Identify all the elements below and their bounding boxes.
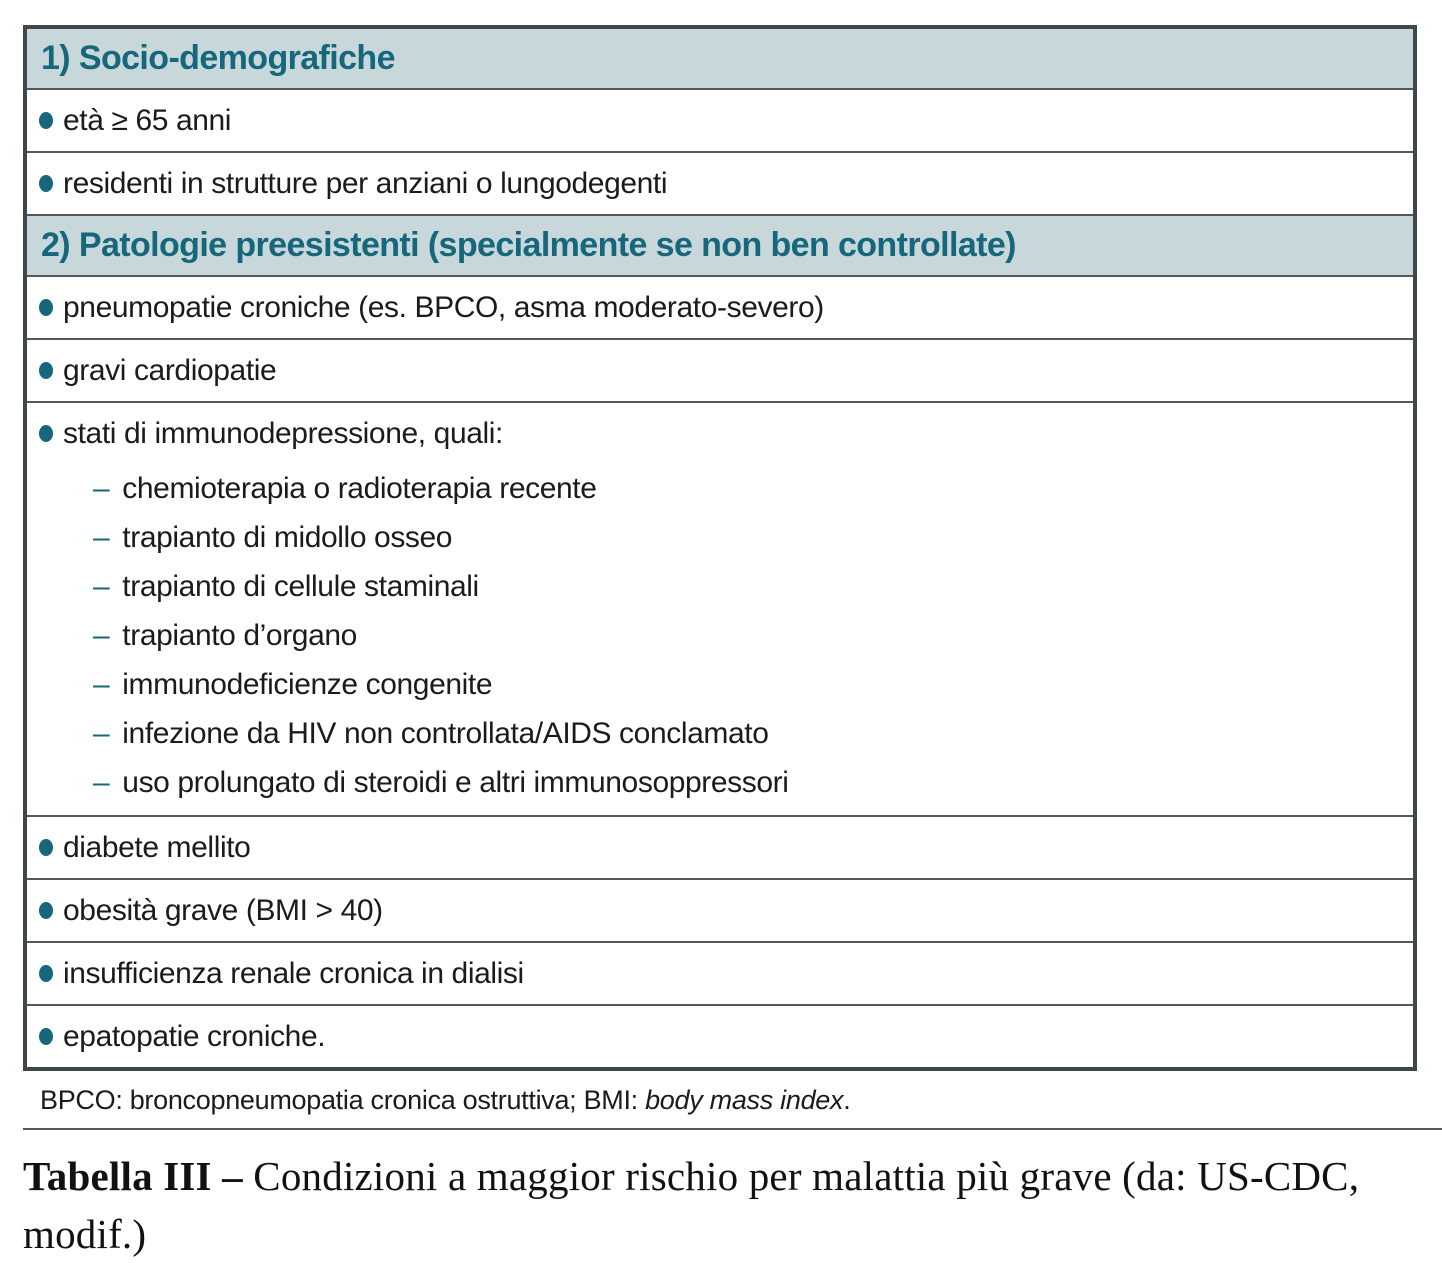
dash-icon: – [93,717,110,750]
table-row [27,1004,1413,1067]
sub-item [93,758,1397,807]
table-row [27,941,1413,1004]
sub-item [93,464,1397,513]
row-main-line [39,340,1397,401]
table-row [27,151,1413,214]
sub-item-text: trapianto di cellule staminali [122,570,479,603]
table-row [27,878,1413,941]
table-caption [23,1147,1438,1263]
section-header-row [27,214,1413,275]
section-header-label: 2) Patologie preesistenti (specialmente se non ben controllate) [41,226,1016,264]
table-row [27,88,1413,151]
bullet-icon [39,175,53,192]
sub-item-text: chemioterapia o radioterapia recente [122,472,597,505]
row-text: diabete mellito [63,830,251,864]
risk-table [23,25,1417,1071]
section-header-row [27,29,1413,88]
dash-icon: – [93,472,110,505]
dash-icon: – [93,668,110,701]
bullet-icon [39,425,53,442]
row-main-line [39,943,1397,1004]
table-row [27,338,1413,401]
row-text: gravi cardiopatie [63,353,277,387]
sub-item [93,562,1397,611]
page [23,25,1442,1263]
row-main-line [39,277,1397,338]
row-main-line [39,403,1397,464]
row-main-line [39,90,1397,151]
dash-icon: – [93,766,110,799]
sub-item-text: infezione da HIV non controllata/AIDS conclamato [122,717,769,750]
row-text: pneumopatie croniche (es. BPCO, asma moderato-severo) [63,290,824,324]
footnote-italic-text: body mass index [645,1085,844,1115]
dash-icon: – [93,570,110,603]
sub-item [93,611,1397,660]
table-row [27,275,1413,338]
caption-text: Condizioni a maggior rischio per malattia più grave (da: US-CDC, modif.) [23,1153,1360,1257]
footnote-text: BPCO: broncopneumopatia cronica ostruttiva; BMI: [40,1085,646,1115]
bullet-icon [39,965,53,982]
table-row [27,815,1413,878]
sub-item-text: trapianto d’organo [122,619,357,652]
row-text: residenti in strutture per anziani o lungodegenti [63,166,668,200]
footnote-divider [23,1128,1442,1130]
row-text: epatopatie croniche. [63,1019,326,1053]
row-main-line [39,880,1397,941]
bullet-icon [39,299,53,316]
sub-list [39,464,1397,815]
bullet-icon [39,902,53,919]
footnote-suffix: . [843,1085,851,1115]
sub-item-text: immunodeficienze congenite [122,668,493,701]
row-main-line [39,153,1397,214]
bullet-icon [39,362,53,379]
section-header-label: 1) Socio-demografiche [41,39,395,77]
sub-item [93,709,1397,758]
sub-item [93,660,1397,709]
bullet-icon [39,112,53,129]
row-text: obesità grave (BMI > 40) [63,893,383,927]
sub-item [93,513,1397,562]
row-text: insufficienza renale cronica in dialisi [63,956,524,990]
bullet-icon [39,839,53,856]
sub-item-text: trapianto di midollo osseo [122,521,453,554]
bullet-icon [39,1028,53,1045]
dash-icon: – [93,619,110,652]
dash-icon: – [93,521,110,554]
row-main-line [39,817,1397,878]
row-main-line [39,1006,1397,1067]
table-footnote [23,1071,1442,1128]
row-text: stati di immunodepressione, quali: [63,416,503,450]
table-row [27,401,1413,815]
sub-item-text: uso prolungato di steroidi e altri immunosoppressori [122,766,789,799]
row-text: età ≥ 65 anni [63,103,232,137]
caption-label: Tabella III – [23,1153,243,1199]
